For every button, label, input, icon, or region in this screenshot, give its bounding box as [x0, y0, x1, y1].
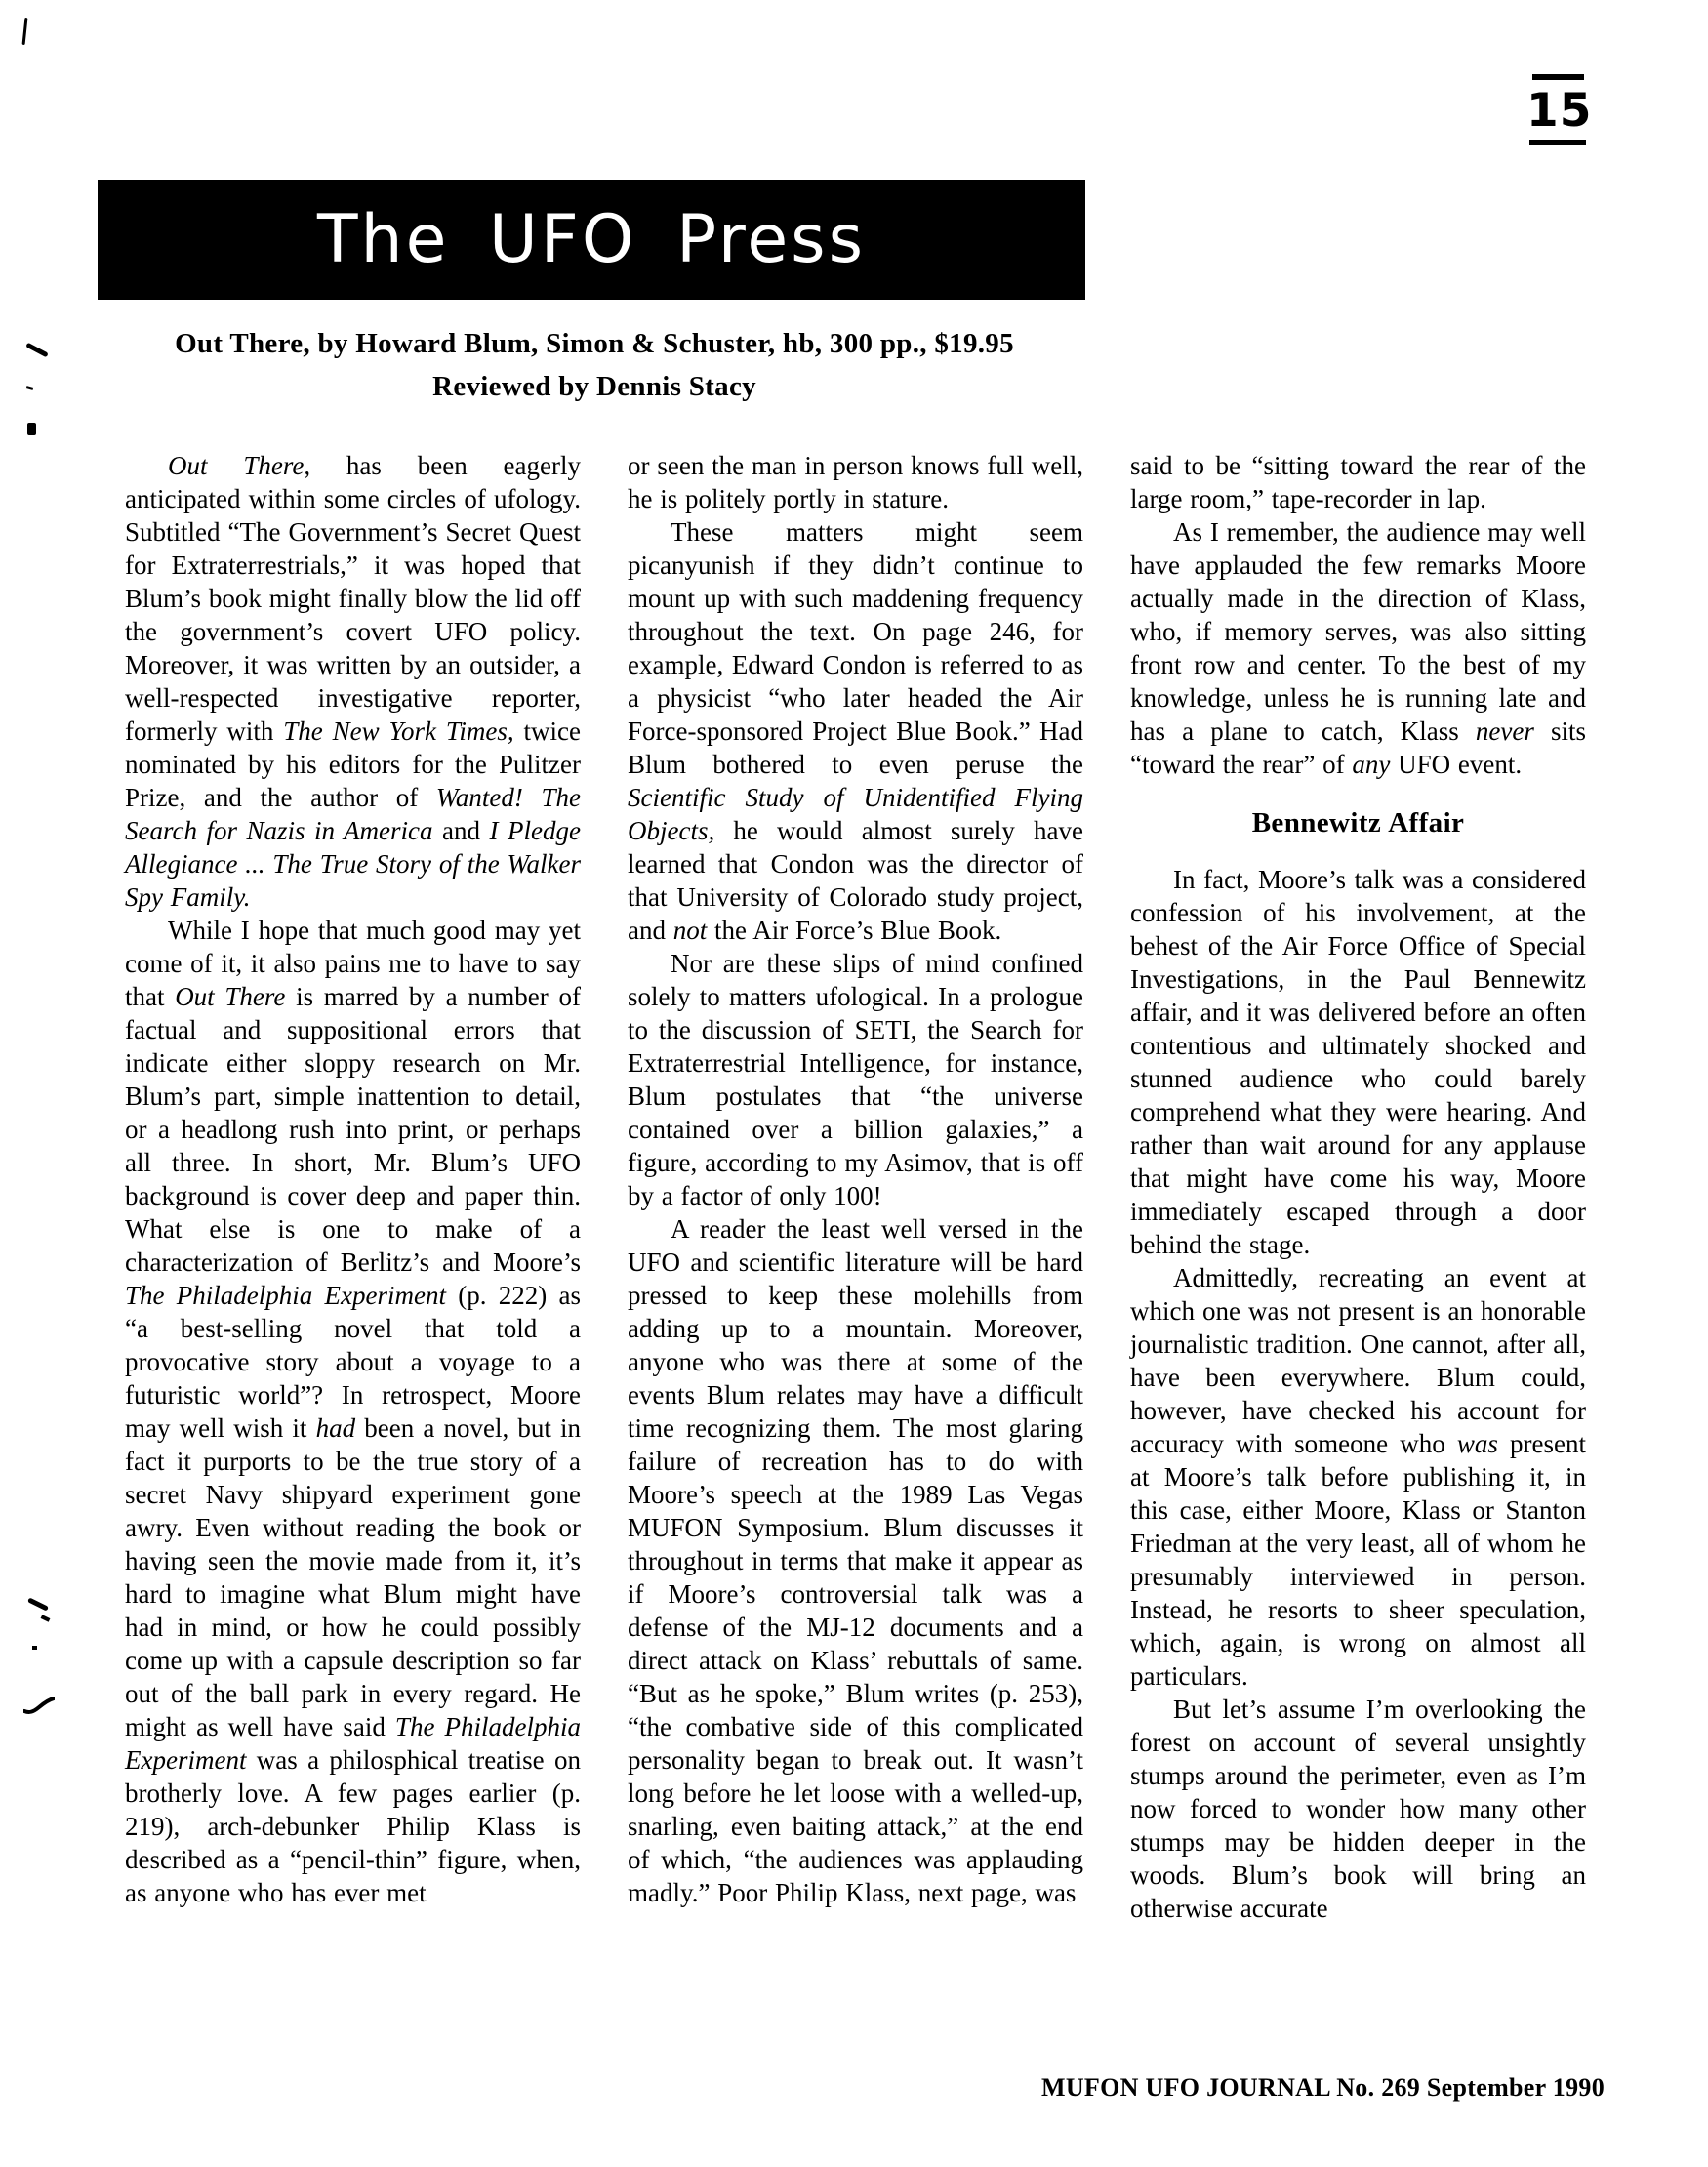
paragraph: Out There, has been eagerly anticipated within some circles of ufology. Subtitled “The Government’s Secret Quest for Extraterrestrials,” it was hoped that Blum’s book might finally blow the lid off the government’s covert UFO policy. Moreover, it was written by an outsider, a well-respected investigative reporter, formerly with The New York Times, twice nominated by his editors for the Pulitzer Prize, and the author of Wanted! The Search for Nazis in America and I Pledge Allegiance ... The True Story of the Walker Spy Family. — [125, 451, 582, 912]
scan-artifact — [32, 1646, 37, 1650]
scan-artifact — [27, 423, 36, 435]
paragraph: In fact, Moore’s talk was a considered confession of his involvement, at the behest of the Air Force Office of Special Investigations, in the Paul Bennewitz affair, and it was delivered before an often contentious and ultimately shocked and stunned audience who could barely comprehend what they were hearing. And rather than wait around for any applause that might have come his way, Moore immediately escaped through a door behind the stage. — [1130, 865, 1586, 1259]
paragraph: While I hope that much good may yet come of it, it also pains me to have to say that Out There is marred by a number of factual and suppositional errors that indicate either sloppy research on Mr. Blum’s part, simple inattention to detail, or a headlong rush into print, or perhaps all three. In short, Mr. Blum’s UFO background is cover deep and paper thin. What else is one to make of a characterization of Berlitz’s and Moore’s The Philadelphia Experiment (p. 222) as “a best-selling novel that told a provocative story about a voyage to a futuristic world”? In retrospect, Moore may well wish it had been a novel, but in fact it purports to be the true story of a secret Navy shipyard experiment gone awry. Even without reading the book or having seen the movie made from it, it’s hard to imagine what Blum might have had in mind, or how he could possibly come up with a capsule description so far out of the ball park in every regard. He might as well have said The Philadelphia Experiment was a philosphical treatise on brotherly love. A few pages earlier (p. 219), arch-debunker Philip Klass is described as a “pencil-thin” figure, when, as anyone who has ever met — [125, 916, 581, 1907]
title-banner — [98, 180, 1085, 300]
paragraph: Admittedly, recreating an event at which one was not present is an honorable journalistic tradition. One cannot, after all, have been everywhere. Blum could, however, have checked his account for accuracy with someone who was present at Moore’s talk before publishing it, in this case, either Moore, Klass or Stanton Friedman at the very least, all of whom he presumably interviewed in person. Instead, he resorts to sheer speculation, which, again, is wrong on almost all particulars. — [1130, 1263, 1586, 1691]
article-body — [125, 449, 1591, 1925]
column-middle — [628, 449, 1083, 1925]
scan-artifact — [27, 1597, 49, 1611]
book-byline: Out There, by Howard Blum, Simon & Schuster, hb, 300 pp., $19.95 — [175, 328, 1014, 359]
journal-footer: MUFON UFO JOURNAL No. 269 September 1990 — [1041, 2073, 1605, 2102]
paragraph: Nor are these slips of mind confined solely to matters ufological. In a prologue to the discussion of SETI, the Search for Extraterrestrial Intelligence, for instance, Blum postulates that “the universe contained over a billion galaxies,” a figure, according to my Asimov, that is off by a factor of only 100! — [628, 949, 1083, 1210]
paragraph: But let’s assume I’m overlooking the forest on account of several unsightly stumps around the perimeter, even as I’m now forced to wonder how many other stumps may be hidden deeper in the woods. Blum’s book will bring an otherwise accurate — [1130, 1695, 1586, 1923]
scan-artifact — [22, 18, 28, 45]
reviewer-line: Reviewed by Dennis Stacy — [432, 371, 756, 402]
paragraph: These matters might seem picanyunish if they didn’t continue to mount up with such maddening frequency throughout the text. On page 246, for example, Edward Condon is referred to as a physicist “who later headed the Air Force-sponsored Project Blue Book.” Had Blum bothered to even peruse the Scientific Study of Unidentified Flying Objects, he would almost surely have learned that Condon was the director of that University of Colorado study project, and not the Air Force’s Blue Book. — [628, 517, 1083, 945]
page-number-rule-bottom — [1529, 140, 1586, 145]
paragraph: said to be “sitting toward the rear of the large room,” tape-recorder in lap. — [1130, 451, 1586, 513]
scan-artifact — [26, 386, 34, 390]
page-number: 15 — [1526, 84, 1593, 138]
column-right — [1130, 449, 1586, 1925]
article-title: The UFO Press — [316, 201, 867, 278]
paragraph: A reader the least well versed in the UFO and scientific literature will be hard pressed to keep these molehills from adding up to a mountain. Moreover, anyone who was there at some of the events Blum relates may have a difficult time recognizing them. The most glaring failure of recreation has to do with Moore’s speech at the 1989 Las Vegas MUFON Symposium. Blum discusses it throughout in terms that make it appear as if Moore’s controversial talk was a defense of the MJ-12 documents and a direct attack on Klass’ rebuttals of same. “But as he spoke,” Blum writes (p. 253), “the combative side of this complicated personality began to break out. It wasn’t long before he let loose with a welled-up, snarling, even baiting attack,” at the end of which, “the audiences was applauding madly.” Poor Philip Klass, next page, was — [628, 1214, 1083, 1907]
page-number-rule-top — [1532, 74, 1584, 80]
section-heading: Bennewitz Affair — [1251, 807, 1465, 838]
paragraph: or seen the man in person knows full well, he is politely portly in stature. — [628, 451, 1083, 513]
column-left — [125, 449, 581, 1925]
scan-artifact — [23, 1693, 55, 1714]
scan-artifact — [41, 1615, 51, 1622]
scan-artifact — [25, 343, 49, 358]
page-number-block — [1526, 74, 1593, 145]
paragraph: As I remember, the audience may well have applauded the few remarks Moore actually made in the direction of Klass, who, if memory serves, was also sitting front row and center. To the best of my knowledge, unless he is running late and has a plane to catch, Klass never sits “toward the rear” of any UFO event. — [1130, 517, 1586, 779]
